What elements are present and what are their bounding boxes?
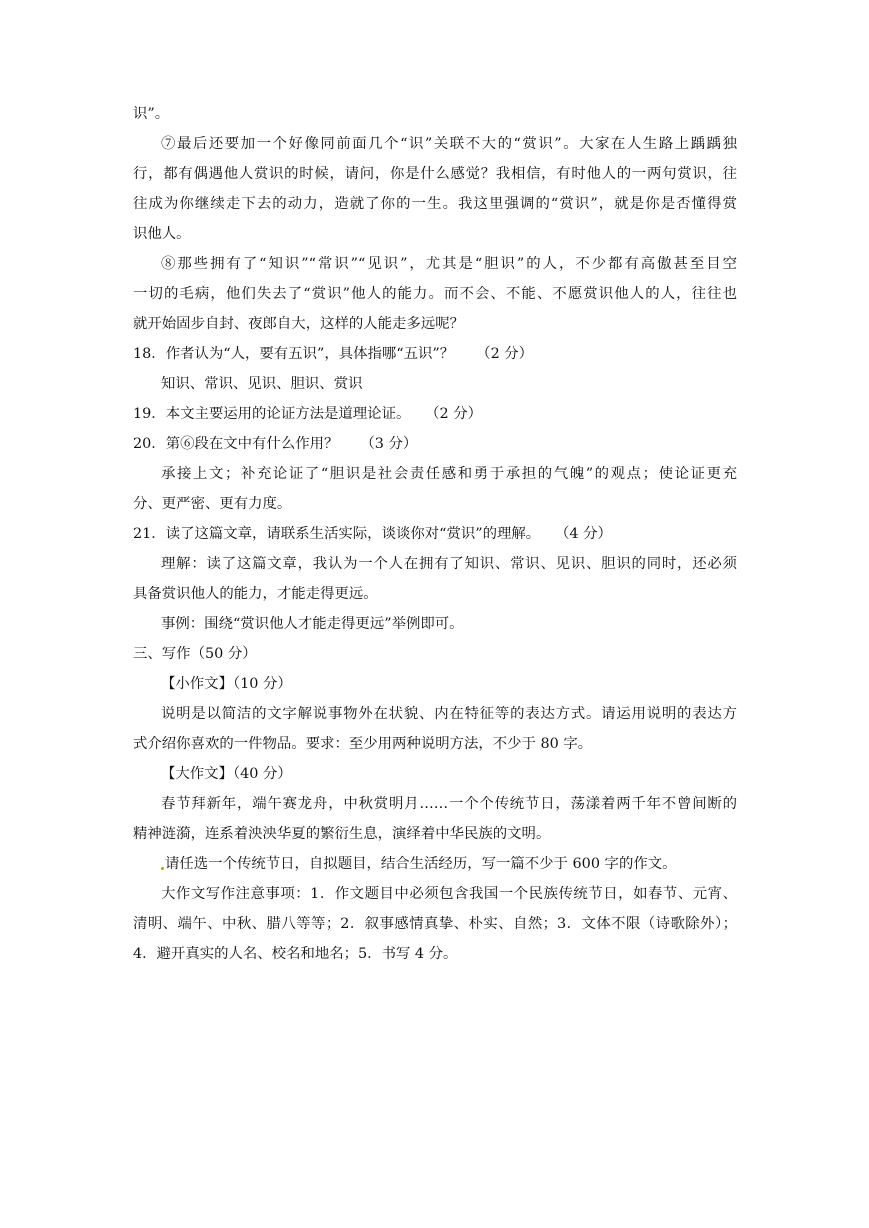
margin-dot-mark (161, 867, 164, 870)
answer-21-example: 事例：围绕“赏识他人才能走得更远”举例即可。 (161, 616, 464, 632)
paragraph-7-line-3: 往成为你继续走下去的动力，造就了你的一生。我这里强调的“赏识”，就是你是否懂得赏 (133, 196, 737, 212)
paragraph-7-line-4: 识他人。 (133, 226, 191, 242)
question-19-text: 19．本文主要运用的论证方法是道理论证。 (133, 406, 411, 422)
answer-21-line-2: 具备赏识他人的能力，才能走得更远。 (133, 586, 378, 602)
small-essay-line-1: 说明是以简洁的文字解说事物外在状貌、内在特征等的表达方式。请运用说明的表达方 (161, 706, 737, 722)
paragraph-8-line-1: ⑧那些拥有了“知识”“常识”“见识”，尤其是“胆识”的人，不少都有高傲甚至目空 (161, 256, 737, 272)
large-essay-heading: 【大作文】（40 分） (161, 766, 292, 782)
question-20-score: （3 分） (360, 436, 418, 452)
question-21 (133, 519, 737, 549)
paragraph-7-line-2: 行，都有偶遇他人赏识的时候，请问，你是什么感觉？我相信，有时他人的一两句赏识，往 (133, 166, 737, 182)
small-essay-line-2: 式介绍你喜欢的一件物品。要求：至少用两种说明方法，不少于 80 字。 (133, 736, 593, 752)
large-essay-line-1: 春节拜新年，端午赛龙舟，中秋赏明月……一个个传统节日，荡漾着两千年不曾间断的 (161, 796, 737, 812)
large-essay-prompt (133, 849, 737, 879)
answer-21-line-1: 理解：读了这篇文章，我认为一个人在拥有了知识、常识、见识、胆识的同时，还必须 (161, 556, 737, 572)
section-heading-writing: 三、写作（50 分） (133, 646, 257, 662)
paragraph-8-line-3: 就开始固步自封、夜郎自大，这样的人能走多远呢？ (133, 316, 464, 332)
question-19-score: （2 分） (432, 406, 483, 422)
document-body (133, 99, 737, 969)
question-18-text: 18．作者认为“人，要有五识”，具体指哪“五识”？ (133, 346, 455, 362)
question-21-text: 21．读了这篇文章，请联系生活实际，谈谈你对“赏识”的理解。 (133, 526, 541, 542)
large-essay-prompt-text: 请任选一个传统节日，自拟题目，结合生活经历，写一篇不少于 600 字的作文。 (165, 856, 677, 872)
text-line: 识”。 (133, 106, 170, 122)
paragraph-7-line-1: ⑦最后还要加一个好像同前面几个“识”关联不大的“赏识”。大家在人生路上踽踽独 (161, 136, 737, 152)
large-essay-line-2: 精神涟漪，连系着泱泱华夏的繁衍生息，演绎着中华民族的文明。 (133, 826, 551, 842)
question-19 (133, 399, 737, 429)
answer-18: 知识、常识、见识、胆识、赏识 (161, 376, 363, 392)
question-20-text: 20．第⑥段在文中有什么作用？ (133, 436, 339, 452)
question-18 (133, 339, 737, 369)
question-18-score: （2 分） (476, 346, 534, 362)
notes-line-3: 4．避开真实的人名、校名和地名；5．书写 4 分。 (133, 946, 458, 962)
answer-20-line-2: 分、更严密、更有力度。 (133, 496, 292, 512)
question-21-score: （4 分） (562, 526, 612, 542)
paragraph-8-line-2: 一切的毛病，他们失去了“赏识”他人的能力。而不会、不能、不愿赏识他人的人，往往也 (133, 286, 737, 302)
small-essay-heading: 【小作文】（10 分） (161, 676, 292, 692)
notes-line-1: 大作文写作注意事项：1．作文题目中必须包含我国一个民族传统节日，如春节、元宵、 (161, 886, 737, 902)
answer-20-line-1: 承接上文；补充论证了“胆识是社会责任感和勇于承担的气魄”的观点；使论证更充 (161, 466, 737, 482)
question-20 (133, 429, 737, 459)
notes-line-2: 清明、端午、中秋、腊八等等；2．叙事感情真挚、朴实、自然；3．文体不限（诗歌除外）； (133, 916, 737, 932)
